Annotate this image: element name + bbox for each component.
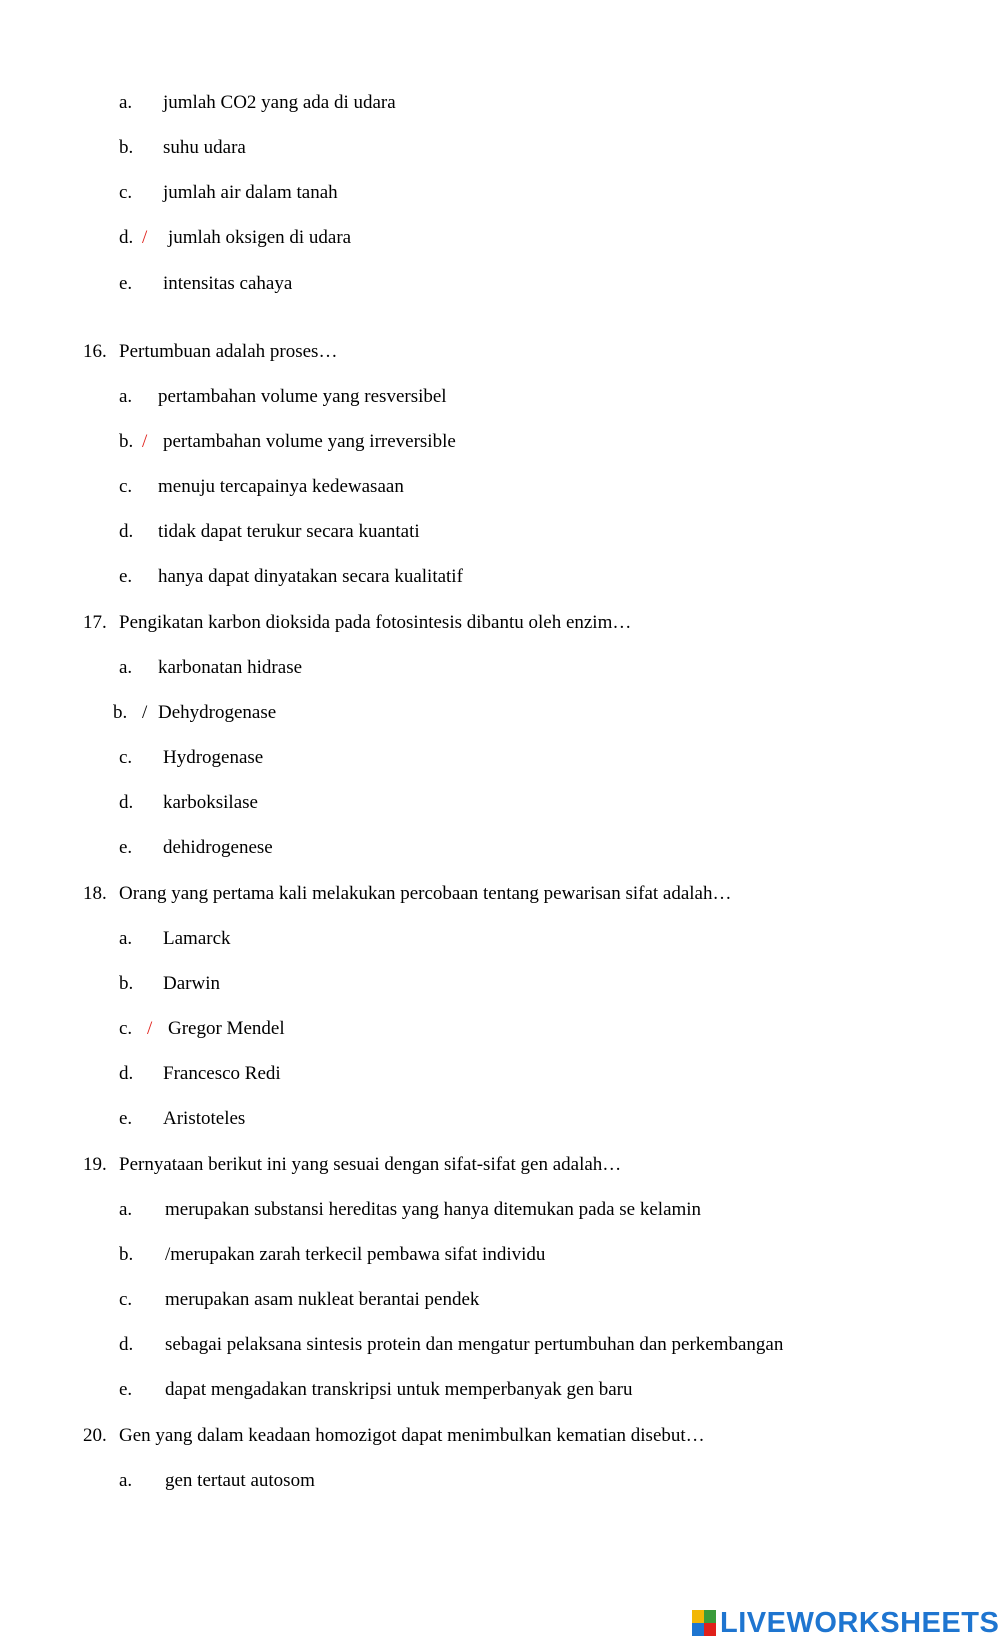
option-text: jumlah oksigen di udara xyxy=(168,227,352,248)
option-text: pertambahan volume yang irreversible xyxy=(163,431,456,452)
option-letter: c. xyxy=(119,476,133,497)
option-text: merupakan substansi hereditas yang hanya ditemukan pada se kelamin xyxy=(165,1199,702,1220)
option-letter: e. xyxy=(119,837,133,858)
option-text: jumlah air dalam tanah xyxy=(163,182,338,203)
option-letter: e. xyxy=(119,1108,133,1129)
option-letter: e. xyxy=(119,566,133,587)
option-letter: c. xyxy=(119,747,133,768)
option-letter: d. xyxy=(119,521,134,542)
option-text: Darwin xyxy=(163,973,220,994)
logo-text: LIVEWORKSHEETS xyxy=(720,1606,1000,1639)
option-text: tidak dapat terukur secara kuantati xyxy=(158,521,420,542)
option-letter: a. xyxy=(119,1199,133,1220)
option-text: Hydrogenase xyxy=(163,747,264,768)
question-number: 16. xyxy=(83,341,107,362)
option-text: intensitas cahaya xyxy=(163,273,293,294)
question-text: Pernyataan berikut ini yang sesuai dengan sifat-sifat gen adalah… xyxy=(119,1154,622,1175)
option-letter: c. xyxy=(119,182,133,203)
option-text: dapat mengadakan transkripsi untuk memperbanyak gen baru xyxy=(165,1379,633,1400)
option-letter: a. xyxy=(119,386,133,407)
question-number: 19. xyxy=(83,1154,107,1175)
question-text: Pengikatan karbon dioksida pada fotosintesis dibantu oleh enzim… xyxy=(119,612,632,633)
option-text: /merupakan zarah terkecil pembawa sifat individu xyxy=(165,1244,546,1265)
question-text: Gen yang dalam keadaan homozigot dapat menimbulkan kematian disebut… xyxy=(119,1425,705,1446)
option-text: Francesco Redi xyxy=(163,1063,281,1084)
option-text: suhu udara xyxy=(163,137,246,158)
option-text: pertambahan volume yang resversibel xyxy=(158,386,447,407)
option-letter: e. xyxy=(119,1379,133,1400)
option-text: dehidrogenese xyxy=(163,837,273,858)
option-letter: d. xyxy=(119,1063,134,1084)
option-text: jumlah CO2 yang ada di udara xyxy=(163,92,396,113)
question-number: 18. xyxy=(83,883,107,904)
option-text: merupakan asam nukleat berantai pendek xyxy=(165,1289,480,1310)
option-letter: d. xyxy=(119,1334,134,1355)
option-text: hanya dapat dinyatakan secara kualitatif xyxy=(158,566,463,587)
option-text: Gregor Mendel xyxy=(168,1018,285,1039)
option-text: Lamarck xyxy=(163,928,231,949)
liveworksheets-logo[interactable] xyxy=(692,1608,999,1638)
question-number: 17. xyxy=(83,612,107,633)
option-letter: e. xyxy=(119,273,133,294)
option-text: Aristoteles xyxy=(163,1108,246,1129)
answer-mark: / xyxy=(142,227,148,248)
option-letter: b. xyxy=(119,431,134,452)
option-letter: a. xyxy=(119,1470,133,1491)
option-letter: a. xyxy=(119,657,133,678)
liveworksheets-logo-icon xyxy=(692,1610,716,1636)
option-text: sebagai pelaksana sintesis protein dan mengatur pertumbuhan dan perkembangan xyxy=(165,1334,784,1355)
option-text: karboksilase xyxy=(163,792,258,813)
option-letter: b. xyxy=(119,137,134,158)
answer-mark: / xyxy=(147,1018,153,1039)
option-letter: d. xyxy=(119,227,134,248)
option-letter: c. xyxy=(119,1289,133,1310)
option-letter: d. xyxy=(119,792,134,813)
option-letter: a. xyxy=(119,92,133,113)
option-text: menuju tercapainya kedewasaan xyxy=(158,476,404,497)
question-text: Pertumbuan adalah proses… xyxy=(119,341,338,362)
answer-mark: / xyxy=(142,702,148,723)
question-number: 20. xyxy=(83,1425,107,1446)
option-letter: b. xyxy=(119,1244,134,1265)
option-letter: a. xyxy=(119,928,133,949)
option-letter: b. xyxy=(113,702,128,723)
question-text: Orang yang pertama kali melakukan percobaan tentang pewarisan sifat adalah… xyxy=(119,883,732,904)
option-text: karbonatan hidrase xyxy=(158,657,303,678)
option-text: gen tertaut autosom xyxy=(165,1470,315,1491)
option-text: Dehydrogenase xyxy=(158,702,277,723)
option-letter: c. xyxy=(119,1018,133,1039)
answer-mark: / xyxy=(142,431,148,452)
option-letter: b. xyxy=(119,973,134,994)
